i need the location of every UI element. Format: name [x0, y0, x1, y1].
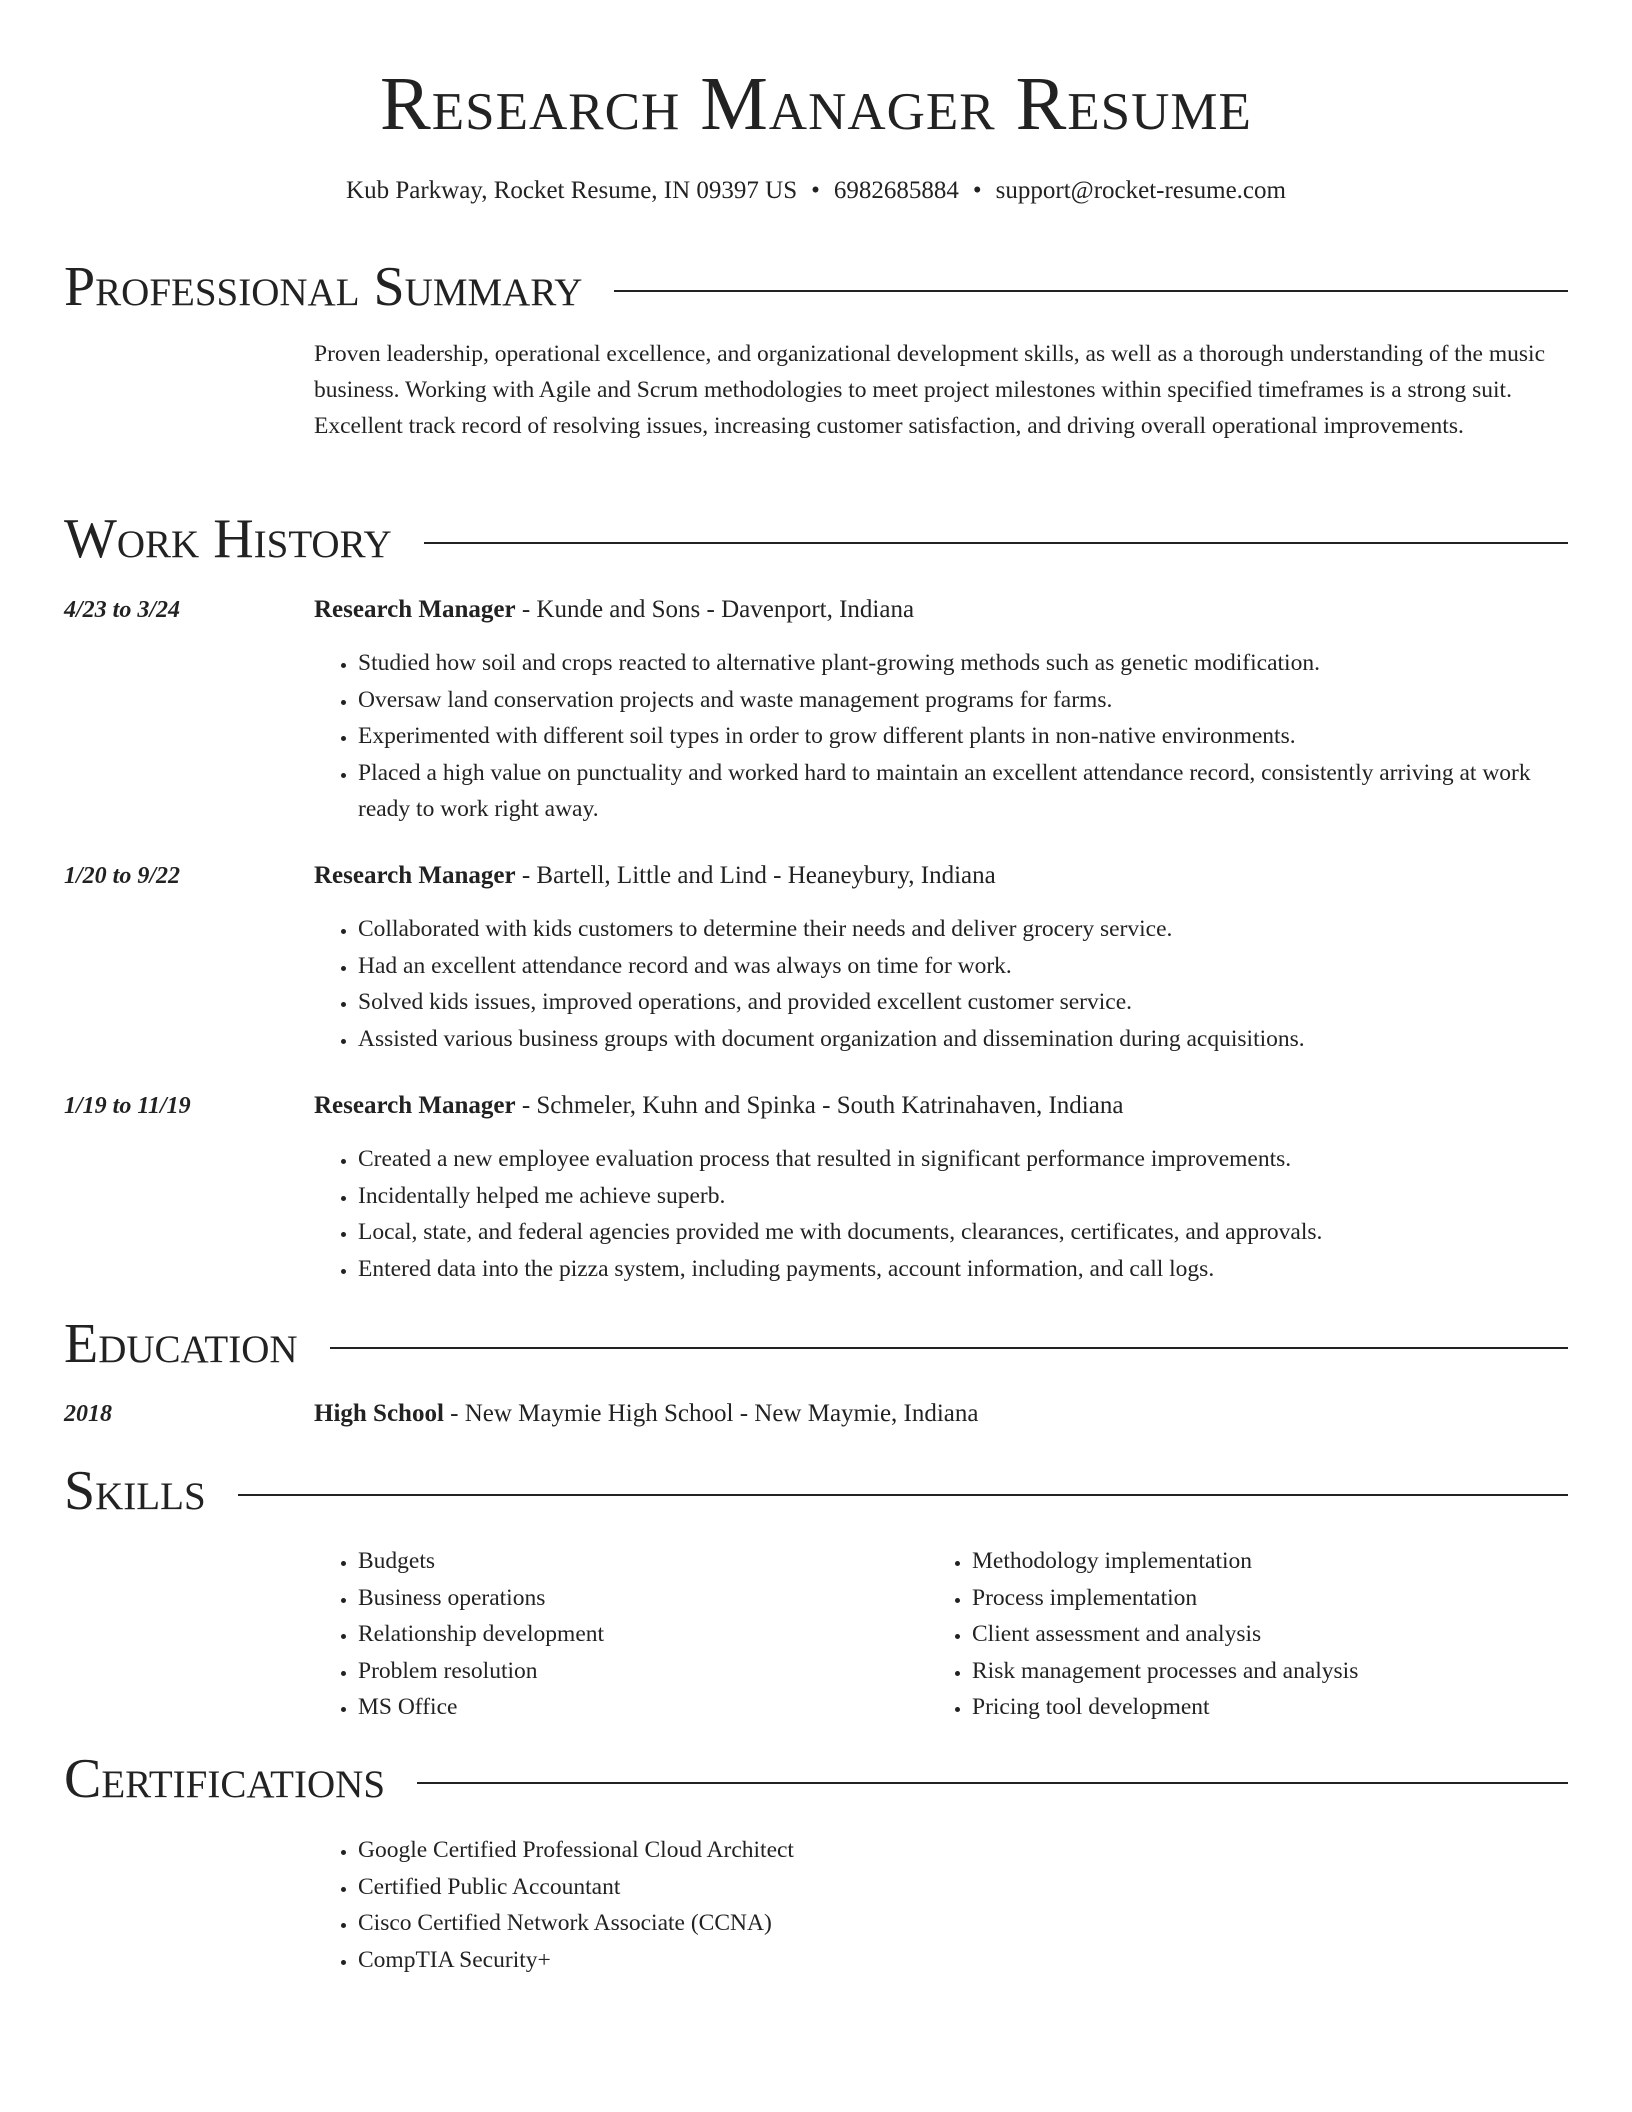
skill-item: • Methodology implementation [972, 1543, 1632, 1580]
skill-item: • Business operations [358, 1580, 1588, 1617]
list-item: • Incidentally helped me achieve superb. [358, 1178, 1588, 1215]
contact-separator: • [972, 177, 982, 204]
job-details: - Schmeler, Kuhn and Spinka - South Katrinahaven, Indiana [515, 1092, 1124, 1119]
section-divider [614, 290, 1568, 292]
list-item: • Placed a high value on punctuality and worked hard to maintain an excellent attendance record, consistently arriving at work ready to work right away. [358, 755, 1588, 828]
contact-phone: 6982685884 [833, 177, 959, 204]
job-bullets [314, 1141, 1588, 1287]
list-item: • Created a new employee evaluation process that resulted in significant performance improvements. [358, 1141, 1588, 1178]
section-divider [330, 1347, 1568, 1349]
certification-item: • CompTIA Security+ [358, 1942, 1588, 1979]
work-section-heading [64, 506, 1568, 572]
education-degree: High School [314, 1400, 444, 1427]
skill-item: • MS Office [358, 1689, 1588, 1726]
job-bullets [314, 911, 1588, 1057]
skill-item: • Client assessment and analysis [972, 1616, 1632, 1653]
job-dates: 4/23 to 3/24 [64, 597, 181, 623]
education-section-heading [64, 1311, 1568, 1377]
list-item: • Entered data into the pizza system, including payments, account information, and call logs. [358, 1251, 1588, 1288]
job-heading [314, 858, 1568, 894]
job-details: - Kunde and Sons - Davenport, Indiana [515, 596, 915, 623]
list-item: • Solved kids issues, improved operations, and provided excellent customer service. [358, 984, 1588, 1021]
work-heading: Work History [64, 508, 392, 570]
skill-item: • Budgets [358, 1543, 1588, 1580]
skills-section-heading [64, 1458, 1568, 1524]
education-entry [314, 1396, 1568, 1432]
job-title: Research Manager [314, 1092, 516, 1119]
list-item: • Had an excellent attendance record and was always on time for work. [358, 948, 1588, 985]
job-details: - Bartell, Little and Lind - Heaneybury, Indiana [515, 862, 996, 889]
skills-list-right [928, 1543, 1632, 1726]
contact-address: Kub Parkway, Rocket Resume, IN 09397 US [346, 177, 798, 204]
skill-item: • Problem resolution [358, 1653, 1588, 1690]
skill-item: • Pricing tool development [972, 1689, 1632, 1726]
job-bullets [314, 645, 1588, 828]
skills-heading: Skills [64, 1460, 206, 1522]
list-item: • Studied how soil and crops reacted to alternative plant-growing methods such as genetic modification. [358, 645, 1588, 682]
list-item: • Oversaw land conservation projects and waste management programs for farms. [358, 682, 1588, 719]
certification-item: • Certified Public Accountant [358, 1869, 1588, 1906]
summary-heading: Professional Summary [64, 256, 583, 318]
job-title: Research Manager [314, 596, 516, 623]
job-heading [314, 1088, 1568, 1124]
contact-info [64, 173, 1568, 209]
summary-text: Proven leadership, operational excellence, and organizational development skills, as well as a thorough understanding of the music business. Working with Agile and Scrum methodologies to meet project milestones within specified timeframes is a strong suit. Excellent track record of resolving issues, increasing customer satisfaction, and driving overall operational improvements. [314, 341, 1545, 439]
list-item: • Local, state, and federal agencies provided me with documents, clearances, certificates, and approvals. [358, 1214, 1588, 1251]
education-details: - New Maymie High School - New Maymie, Indiana [443, 1400, 979, 1427]
list-item: • Collaborated with kids customers to determine their needs and deliver grocery service. [358, 911, 1588, 948]
education-heading: Education [64, 1313, 298, 1375]
section-divider [417, 1782, 1568, 1784]
job-heading [314, 592, 1568, 628]
section-divider [238, 1494, 1568, 1496]
list-item: • Experimented with different soil types in order to grow different plants in non-native environments. [358, 718, 1588, 755]
certification-item: • Google Certified Professional Cloud Architect [358, 1832, 1588, 1869]
skill-item: • Process implementation [972, 1580, 1632, 1617]
certifications-section-heading [64, 1746, 1568, 1812]
section-divider [424, 542, 1568, 544]
contact-separator: • [811, 177, 820, 204]
summary-section-heading [64, 254, 1568, 320]
contact-email: support@rocket-resume.com [995, 177, 1286, 204]
certifications-list [314, 1832, 1588, 1978]
education-year: 2018 [64, 1401, 112, 1427]
job-dates: 1/19 to 11/19 [64, 1093, 191, 1119]
job-title: Research Manager [314, 862, 516, 889]
skill-item: • Relationship development [358, 1616, 1588, 1653]
certification-item: • Cisco Certified Network Associate (CCNA) [358, 1905, 1588, 1942]
list-item: • Assisted various business groups with document organization and dissemination during acquisitions. [358, 1021, 1588, 1058]
certifications-heading: Certifications [64, 1748, 386, 1810]
job-dates: 1/20 to 9/22 [64, 863, 181, 889]
skill-item: • Risk management processes and analysis [972, 1653, 1632, 1690]
resume-title: Research Manager Resume [380, 62, 1252, 146]
